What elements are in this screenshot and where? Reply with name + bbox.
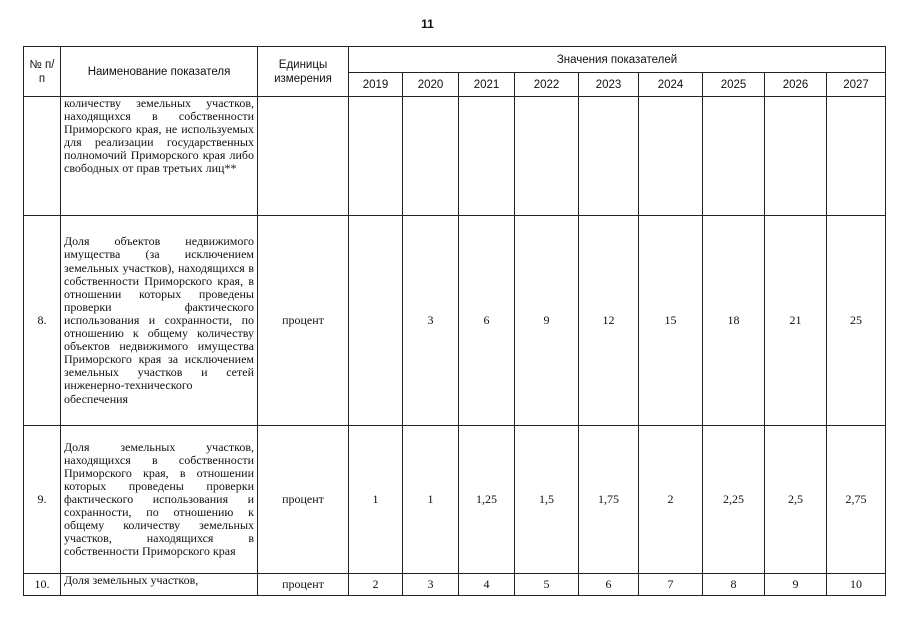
value-cell: 1 <box>403 426 459 574</box>
value-cell <box>639 97 703 216</box>
header-row-1 <box>24 47 886 73</box>
header-year: 2027 <box>827 73 886 97</box>
indicator-name: количеству земельных участков, находящихся в собственности Приморского края, не используемых для реализации государственных полномочий Приморского края либо свободных от прав третьих лиц** <box>61 97 258 216</box>
value-cell <box>403 97 459 216</box>
value-cell <box>459 97 515 216</box>
value-cell: 3 <box>403 574 459 596</box>
value-cell: 9 <box>765 574 827 596</box>
value-cell: 9 <box>515 216 579 426</box>
value-cell <box>703 97 765 216</box>
unit-cell: процент <box>258 574 349 596</box>
value-cell: 1 <box>349 426 403 574</box>
table-row <box>24 426 886 574</box>
header-year: 2025 <box>703 73 765 97</box>
value-cell: 6 <box>579 574 639 596</box>
table-row <box>24 97 886 216</box>
indicators-table <box>23 46 886 596</box>
value-cell: 10 <box>827 574 886 596</box>
value-cell: 6 <box>459 216 515 426</box>
value-cell <box>349 216 403 426</box>
value-cell: 18 <box>703 216 765 426</box>
header-name: Наименование показателя <box>61 47 258 97</box>
unit-cell: процент <box>258 426 349 574</box>
value-cell: 21 <box>765 216 827 426</box>
header-year: 2023 <box>579 73 639 97</box>
value-cell: 2 <box>639 426 703 574</box>
value-cell <box>827 97 886 216</box>
row-num: 9. <box>24 426 61 574</box>
header-unit: Единицы измерения <box>258 47 349 97</box>
value-cell: 12 <box>579 216 639 426</box>
value-cell: 1,75 <box>579 426 639 574</box>
value-cell: 2,5 <box>765 426 827 574</box>
value-cell: 2,25 <box>703 426 765 574</box>
value-cell: 4 <box>459 574 515 596</box>
unit-cell: процент <box>258 216 349 426</box>
value-cell: 2 <box>349 574 403 596</box>
indicator-name: Доля земельных участков, <box>61 574 258 596</box>
row-num: 10. <box>24 574 61 596</box>
value-cell: 1,5 <box>515 426 579 574</box>
value-cell <box>349 97 403 216</box>
header-year: 2022 <box>515 73 579 97</box>
header-year: 2019 <box>349 73 403 97</box>
table-row <box>24 574 886 596</box>
header-year: 2021 <box>459 73 515 97</box>
header-year: 2020 <box>403 73 459 97</box>
value-cell: 15 <box>639 216 703 426</box>
value-cell: 3 <box>403 216 459 426</box>
value-cell <box>515 97 579 216</box>
value-cell: 2,75 <box>827 426 886 574</box>
header-num: № п/п <box>24 47 61 97</box>
header-year: 2024 <box>639 73 703 97</box>
header-year: 2026 <box>765 73 827 97</box>
value-cell: 25 <box>827 216 886 426</box>
value-cell: 8 <box>703 574 765 596</box>
value-cell: 7 <box>639 574 703 596</box>
value-cell: 5 <box>515 574 579 596</box>
unit-cell <box>258 97 349 216</box>
indicator-name: Доля земельных участков, находящихся в собственности Приморского края, в отношении которых проведены проверки фактического использования и сохранности, по отношению к общему количеству земельных участков, находящихся в собственности Приморского края <box>61 426 258 574</box>
page-number: 11 <box>421 17 434 31</box>
header-values-group: Значения показателей <box>349 47 886 73</box>
row-num: 8. <box>24 216 61 426</box>
row-num <box>24 97 61 216</box>
value-cell: 1,25 <box>459 426 515 574</box>
table-row <box>24 216 886 426</box>
value-cell <box>579 97 639 216</box>
indicator-name: Доля объектов недвижимого имущества (за исключением земельных участков), находящихся в собственности Приморского края, в отношении которых проведены проверки фактического использования и сохранности, по отношению к общему количеству объектов недвижимого имущества Приморского края за исключением земельных участков и сетей инженерно-технического обеспечения <box>61 216 258 426</box>
value-cell <box>765 97 827 216</box>
